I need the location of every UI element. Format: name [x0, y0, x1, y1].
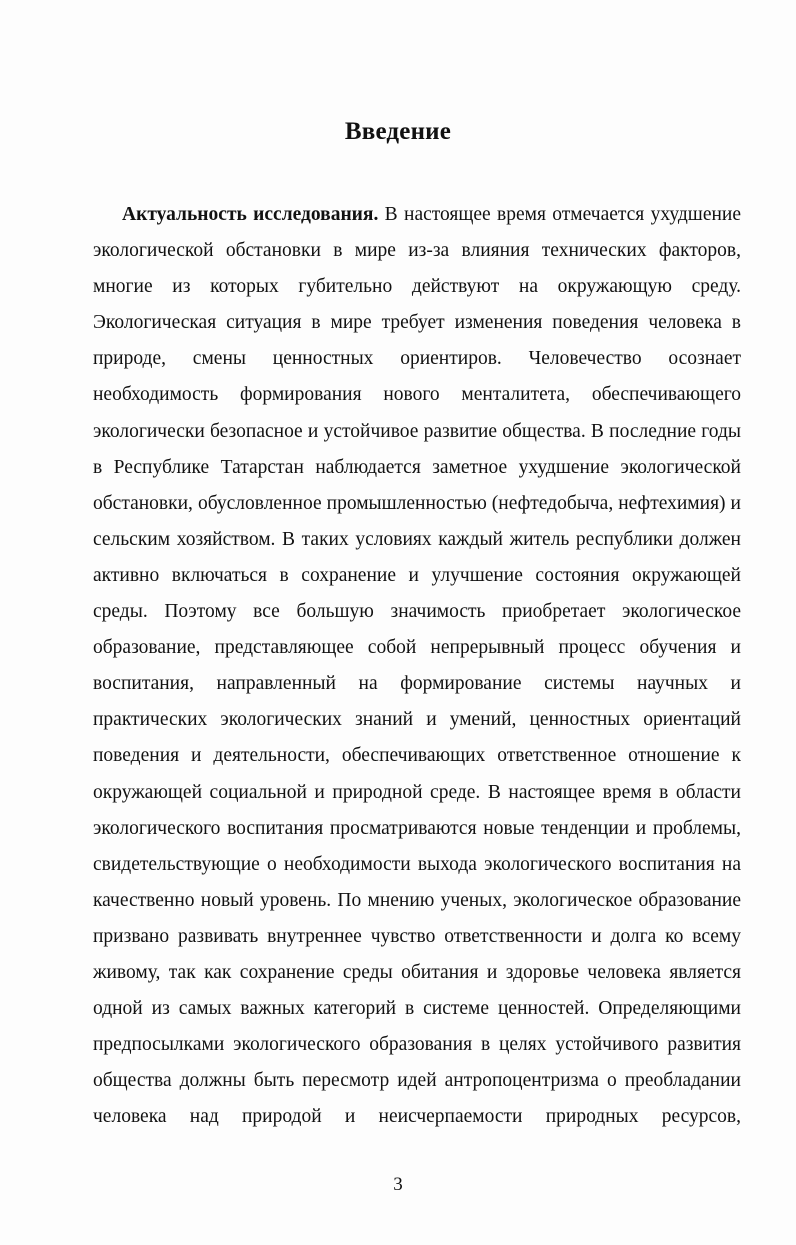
text-line: качественно новый уровень. По мнению ученых, экологическое образование: [93, 889, 741, 911]
text-line: необходимость формирования нового менталитета, обеспечивающего: [93, 384, 741, 406]
paragraph-first-line: [93, 197, 741, 233]
text-line: экологической обстановки в мире из-за влияния технических факторов,: [93, 240, 741, 262]
text-line: живому, так как сохранение среды обитания и здоровье человека является: [93, 961, 741, 983]
text-line: свидетельствующие о необходимости выхода экологического воспитания на: [93, 853, 741, 875]
text-line: сельским хозяйством. В таких условиях каждый житель республики должен: [93, 528, 741, 550]
lead-phrase: Актуальность исследования.: [122, 204, 379, 225]
text-line: многие из которых губительно действуют на окружающую среду.: [93, 276, 741, 298]
text-line: экологического воспитания просматриваются новые тенденции и проблемы,: [93, 817, 741, 839]
text-line: призвано развивать внутреннее чувство ответственности и долга ко всему: [93, 925, 741, 947]
text-line: активно включаться в сохранение и улучшение состояния окружающей: [93, 564, 741, 586]
text-line: человека над природой и неисчерпаемости природных ресурсов,: [93, 1106, 741, 1128]
text-line: образование, представляющее собой непрерывный процесс обучения и: [93, 637, 741, 659]
text-line: обстановки, обусловленное промышленностью (нефтедобыча, нефтехимия) и: [93, 492, 741, 514]
text-line: воспитания, направленный на формирование системы научных и: [93, 673, 741, 695]
body-paragraph: [93, 197, 741, 1135]
page-title: Введение: [344, 118, 452, 145]
first-line-rest: В настоящее время отмечается ухудшение: [378, 204, 741, 225]
text-line: окружающей социальной и природной среде. В настоящее время в области: [93, 781, 741, 803]
text-line: природе, смены ценностных ориентиров. Человечество осознает: [93, 348, 741, 370]
text-line: среды. Поэтому все большую значимость приобретает экологическое: [93, 601, 741, 623]
text-line: Экологическая ситуация в мире требует изменения поведения человека в: [93, 312, 741, 334]
page-number: 3: [393, 1174, 403, 1195]
text-line: поведения и деятельности, обеспечивающих ответственное отношение к: [93, 745, 741, 767]
text-line: общества должны быть пересмотр идей антропоцентризма о преобладании: [93, 1070, 741, 1092]
text-line: предпосылками экологического образования в целях устойчивого развития: [93, 1034, 741, 1056]
text-line: в Республике Татарстан наблюдается заметное ухудшение экологической: [93, 456, 741, 478]
text-line: практических экологических знаний и умений, ценностных ориентаций: [93, 709, 741, 731]
text-line: одной из самых важных категорий в системе ценностей. Определяющими: [93, 998, 741, 1020]
text-line: экологически безопасное и устойчивое развитие общества. В последние годы: [93, 420, 741, 442]
